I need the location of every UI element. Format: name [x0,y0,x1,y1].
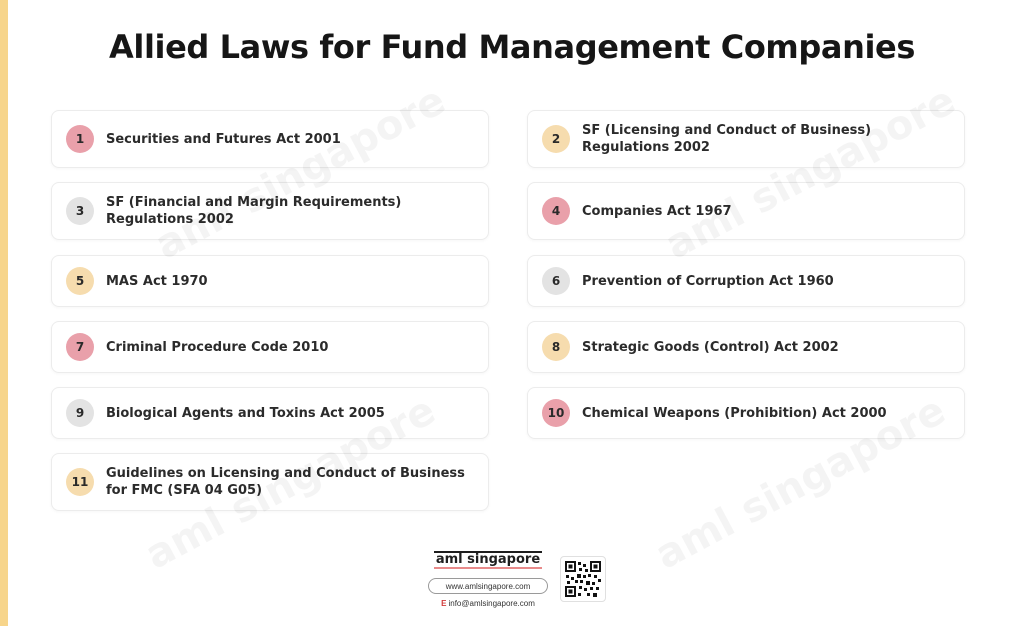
number-badge: 7 [66,333,94,361]
law-card [527,110,965,168]
number-badge: 1 [66,125,94,153]
law-card [51,387,489,439]
law-card [51,255,489,307]
law-title: Biological Agents and Toxins Act 2005 [106,405,385,421]
law-card [527,255,965,307]
law-title: MAS Act 1970 [106,273,208,289]
law-card [527,182,965,240]
law-title: Criminal Procedure Code 2010 [106,339,329,355]
number-badge: 11 [66,468,94,496]
number-badge: 8 [542,333,570,361]
number-badge: 10 [542,399,570,427]
number-badge: 9 [66,399,94,427]
law-title: Strategic Goods (Control) Act 2002 [582,339,839,355]
email-link[interactable]: info@amlsingapore.com [448,599,535,608]
law-title: Guidelines on Licensing and Conduct of Business for FMC (SFA 04 G05) [106,466,465,498]
email-line [428,599,548,608]
law-card [51,321,489,373]
law-card [51,110,489,168]
law-title: Securities and Futures Act 2001 [106,131,341,147]
law-title: SF (Financial and Margin Requirements) Regulations 2002 [106,195,402,227]
law-card [527,321,965,373]
law-title: Companies Act 1967 [582,203,732,219]
qr-code-icon [560,556,606,602]
law-card [51,453,489,511]
number-badge: 5 [66,267,94,295]
number-badge: 6 [542,267,570,295]
email-label: E [441,599,447,608]
law-title: Chemical Weapons (Prohibition) Act 2000 [582,405,887,421]
law-title: Prevention of Corruption Act 1960 [582,273,834,289]
number-badge: 2 [542,125,570,153]
brand-logo: aml singapore [435,552,541,567]
number-badge: 3 [66,197,94,225]
number-badge: 4 [542,197,570,225]
law-title: SF (Licensing and Conduct of Business) Regulations 2002 [582,123,872,155]
left-accent-bar [0,0,8,626]
law-card [51,182,489,240]
website-link[interactable]: www.amlsingapore.com [428,578,548,594]
law-card [527,387,965,439]
footer [428,550,548,608]
page-title: Allied Laws for Fund Management Companies [109,28,915,66]
